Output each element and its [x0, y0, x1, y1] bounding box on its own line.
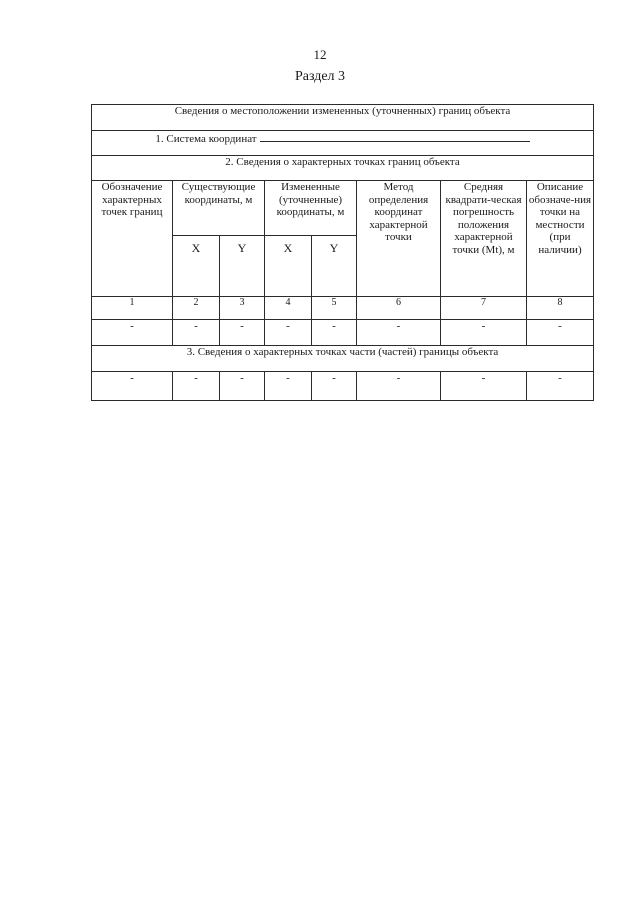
- column-number: 7: [441, 297, 527, 320]
- table-cell: -: [527, 320, 594, 346]
- column-number: 6: [357, 297, 441, 320]
- table-cell: -: [92, 320, 173, 346]
- header-designation: Обозначение характерных точек границ: [92, 181, 173, 297]
- table-cell: -: [527, 372, 594, 401]
- header-y-existing: Y: [220, 236, 265, 297]
- coordinate-system-row: [92, 131, 594, 156]
- header-rms-error: Средняя квадрати-ческая погрешность положения характерной точки (Mt), м: [441, 181, 527, 297]
- boundary-points-table: [91, 104, 594, 401]
- page-number: 12: [313, 47, 327, 62]
- column-number: 1: [92, 297, 173, 320]
- section-title: Раздел 3: [294, 69, 346, 84]
- table-cell: -: [220, 320, 265, 346]
- column-number: 2: [173, 297, 220, 320]
- header-description: Описание обозначе-ния точки на местности (при наличии): [527, 181, 594, 297]
- table-cell: -: [312, 320, 357, 346]
- section2-title: 2. Сведения о характерных точках границ объекта: [92, 156, 594, 181]
- table-cell: -: [265, 320, 312, 346]
- header-x-changed: X: [265, 236, 312, 297]
- table-cell: -: [220, 372, 265, 401]
- column-number: 5: [312, 297, 357, 320]
- table-title: Сведения о местоположении измененных (уточненных) границ объекта: [92, 105, 594, 131]
- table-cell: -: [173, 372, 220, 401]
- column-numbers-row: [92, 297, 594, 320]
- table-cell: -: [312, 372, 357, 401]
- header-changed-coords: Измененные (уточненные) координаты, м: [265, 181, 357, 236]
- header-existing-coords: Существующие координаты, м: [173, 181, 265, 236]
- table-cell: -: [92, 372, 173, 401]
- table-cell: -: [173, 320, 220, 346]
- coordinate-system-blank: [260, 131, 530, 142]
- section2-data-row: [92, 320, 594, 346]
- column-number: 4: [265, 297, 312, 320]
- column-number: 3: [220, 297, 265, 320]
- section3-title: 3. Сведения о характерных точках части (частей) границы объекта: [92, 346, 594, 372]
- header-method: Метод определения координат характерной точки: [357, 181, 441, 297]
- table-cell: -: [441, 320, 527, 346]
- table-cell: -: [357, 372, 441, 401]
- table-cell: -: [265, 372, 312, 401]
- table-cell: -: [441, 372, 527, 401]
- header-y-changed: Y: [312, 236, 357, 297]
- table-cell: -: [357, 320, 441, 346]
- header-x-existing: X: [173, 236, 220, 297]
- column-number: 8: [527, 297, 594, 320]
- coordinate-system-label: 1. Система координат: [155, 133, 257, 145]
- section3-data-row: [92, 372, 594, 401]
